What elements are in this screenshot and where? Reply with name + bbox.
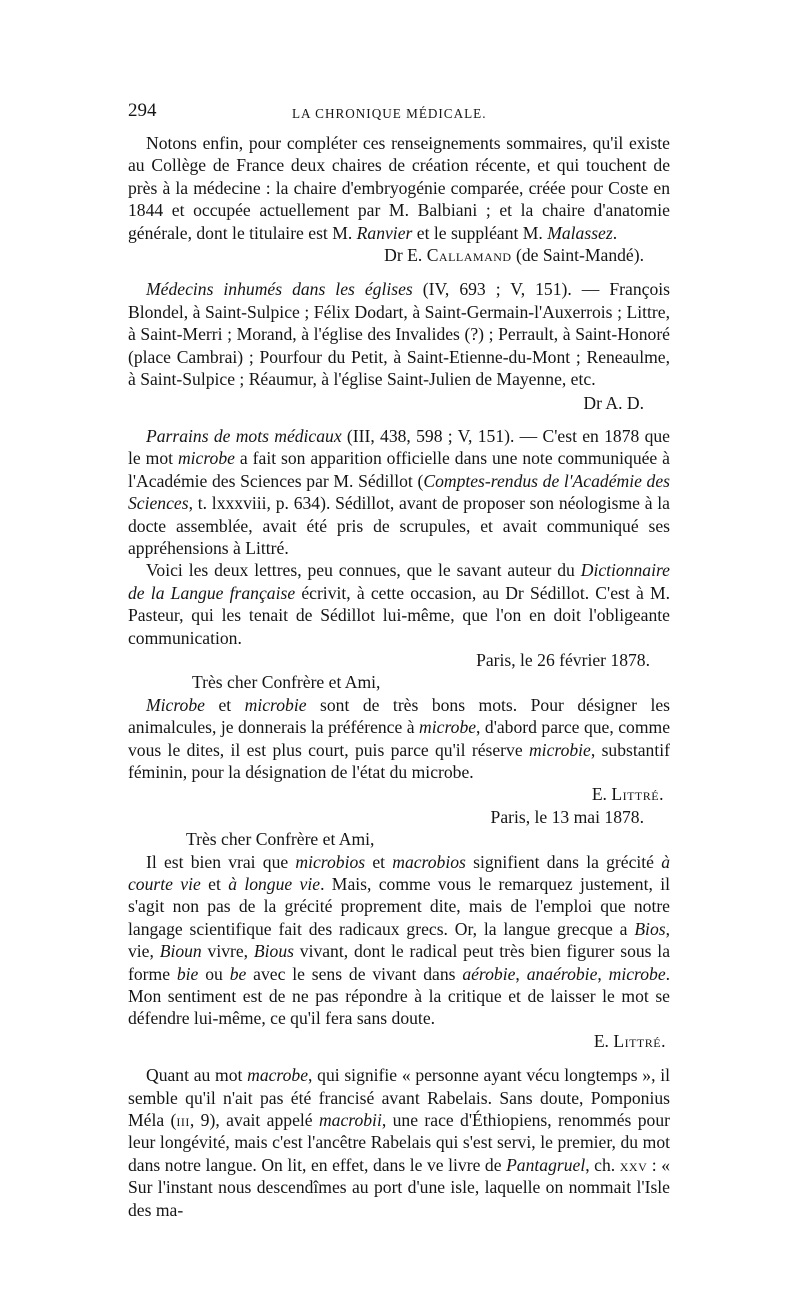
page-number: 294: [128, 100, 157, 121]
paragraph-college-de-france: Notons enfin, pour compléter ces renseignements sommaires, qu'il existe au Collège de France deux chaires de création récente, et qui touchent de près à la médecine : la chaire d'embryogénie comparée, créée pour Coste en 1844 et occupée actuellement par M. Balbiani ; et la chaire d'anatomie générale, dont le titulaire est M. Ranvier et le suppléant M. Malassez.: [128, 133, 670, 243]
letter-1-date: Paris, le 26 février 1878.: [476, 649, 650, 670]
letter-2-date: Paris, le 13 mai 1878.: [490, 806, 644, 827]
paragraph-macrobe: Quant au mot macrobe, qui signifie « personne ayant vécu longtemps », il semble qu'il n'ait pas été francisé avant Rabelais. Sans doute, Pomponius Méla (iii, 9), avait appelé macrobii, une race d'Éthiopiens, renommés pour leur longévité, mais c'est l'ancêtre Rabelais qui s'est servi, le premier, du mot dans notre langue. On lit, en effet, dans le ve livre de Pantagruel, ch. xxv : « Sur l'instant nous descendîmes au port d'une isle, laquelle on nommait l'Isle des ma-: [128, 1065, 671, 1220]
section-title: Parrains de mots médicaux: [146, 425, 342, 446]
letter-1-salutation: Très cher Confrère et Ami,: [192, 672, 381, 693]
paragraph-medecins-inhumes: Médecins inhumés dans les églises (IV, 693 ; V, 151). — François Blondel, à Saint-Sulpice ; Félix Dodart, à Saint-Germain-l'Auxerrois ; Littre, à Saint-Merri ; Morand, à l'église des Invalides (?) ; Perrault, à Saint-Honoré (place Cambrai) ; Pourfour du Petit, à Saint-Etienne-du-Mont ; Reneaulme, à Saint-Sulpice ; Réaumur, à l'église Saint-Julien de Mayenne, etc.: [128, 279, 670, 390]
signature-callamand: Dr E. Callamand (de Saint-Mandé).: [384, 245, 644, 266]
letter-2-salutation: Très cher Confrère et Ami,: [186, 829, 375, 850]
letter-2-signature: E. Littré.: [593, 1030, 666, 1051]
letter-1-signature: E. Littré.: [591, 784, 664, 805]
document-page: [128, 100, 670, 1221]
signature-ad: Dr A. D.: [583, 393, 644, 414]
letter-1-body: Microbe et microbie sont de très bons mots. Pour désigner les animalcules, je donnerais la préférence à microbe, d'abord parce que, comme vous le dites, il est plus court, puis parce qu'il réserve microbie, substantif féminin, pour la désignation de l'état du microbe.: [128, 694, 671, 782]
paragraph-parrains: Parrains de mots médicaux (III, 438, 598 ; V, 151). — C'est en 1878 que le mot microbe a fait son apparition officielle dans une note communiquée à l'Académie des Sciences par M. Sédillot (Comptes-rendus de l'Académie des Sciences, t. lxxxviii, p. 634). Sédillot, avant de proposer son néologisme à la docte assemblée, avait été pris de scrupules, et avait communiqué ses appréhensions à Littré.: [128, 425, 670, 558]
paragraph-voici-lettres: Voici les deux lettres, peu connues, que le savant auteur du Dictionnaire de la Langue française écrivit, à cette occasion, au Dr Sédillot. C'est à M. Pasteur, qui les tenait de Sédillot lui-même, que l'on en doit l'obligeante communication.: [128, 560, 670, 648]
letter-2-body: Il est bien vrai que microbios et macrobios signifient dans la grécité à courte vie et à longue vie. Mais, comme vous le remarquez justement, il s'agit non pas de la grécité proprement dite, mais de l'emploi que notre langage scientifique fait des radicaux grecs. Or, la langue grecque a Bios, vie, Bioun vivre, Bious vivant, dont le radical peut très bien figurer sous la forme bie ou be avec le sens de vivant dans aérobie, anaérobie, microbe. Mon sentiment est de ne pas répondre à la critique et de laisser le mot se défendre lui-même, ce qu'il fera sans doute.: [128, 851, 671, 1029]
section-title: Médecins inhumés dans les églises: [146, 279, 413, 300]
journal-title: LA CHRONIQUE MÉDICALE.: [292, 106, 487, 121]
running-head: [128, 100, 670, 122]
